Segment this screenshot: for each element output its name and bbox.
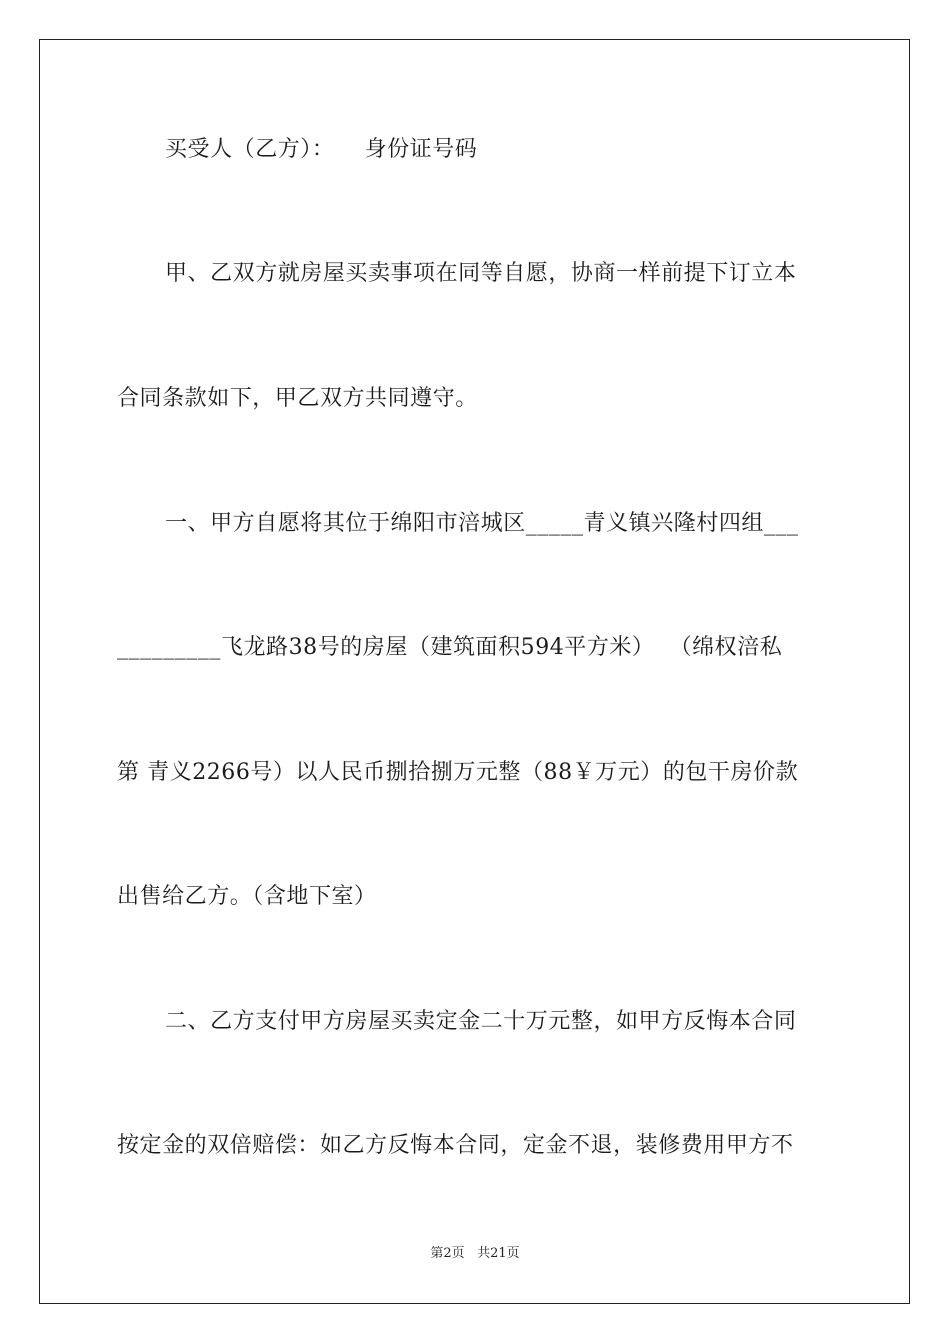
clause-2-line-1: 二、乙方支付甲方房屋买卖定金二十万元整，如甲方反悔本合同 [165, 1009, 797, 1034]
paragraph-intro-line-1: 甲、乙双方就房屋买卖事项在同等自愿，协商一样前提下订立本 [165, 261, 797, 286]
clause-2-line-2: 按定金的双倍赔偿：如乙方反悔本合同，定金不退，装修费用甲方不 [117, 1133, 794, 1158]
page-border [39, 39, 910, 1304]
buyer-line: 买受人（乙方）： 身份证号码 [165, 137, 478, 162]
page-number: 第2页 [430, 1246, 465, 1261]
page-footer [0, 1246, 950, 1262]
clause-1-line-4: 出售给乙方。（含地下室） [117, 884, 377, 909]
clause-1-line-3: 第 青义2266号）以人民币捌拾捌万元整（88￥万元）的包干房价款 [117, 760, 799, 785]
paragraph-intro-line-2: 合同条款如下，甲乙双方共同遵守。 [117, 386, 478, 411]
page-total: 共21页 [477, 1246, 520, 1261]
clause-1-line-2: _________飞龙路38号的房屋（建筑面积594平方米） （绵权涪私 [117, 635, 783, 660]
clause-1-line-1: 一、甲方自愿将其位于绵阳市涪城区_____青义镇兴隆村四组___ [165, 511, 799, 536]
